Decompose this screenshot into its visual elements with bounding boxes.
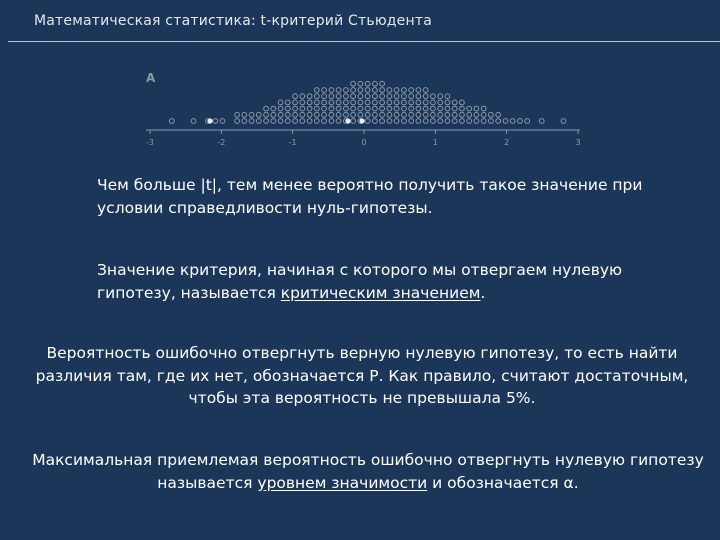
data-dot <box>409 106 414 111</box>
data-dot <box>445 112 450 117</box>
data-dot <box>460 106 465 111</box>
data-dot <box>314 88 319 93</box>
data-dot <box>329 94 334 99</box>
data-dot <box>278 119 283 124</box>
data-dot <box>409 88 414 93</box>
data-dot <box>220 119 225 124</box>
data-dot <box>431 119 436 124</box>
data-dot <box>416 119 421 124</box>
x-axis-ticks <box>146 130 581 147</box>
x-axis-tick-label: 3 <box>575 138 581 147</box>
data-dot <box>365 119 370 124</box>
data-dot <box>322 88 327 93</box>
data-dot <box>467 119 472 124</box>
data-dot <box>300 112 305 117</box>
data-dot <box>329 88 334 93</box>
data-dot <box>380 119 385 124</box>
data-dot <box>452 119 457 124</box>
paragraph-probability-p: Вероятность ошибочно отвергнуть верную нулевую гипотезу, то есть найти различия там, где их нет, обозначается Р. Как правило, считают достаточным, чтобы эта вероятность не превышала 5%. <box>35 344 689 407</box>
data-dot <box>285 112 290 117</box>
data-dot <box>431 100 436 105</box>
data-dot <box>387 94 392 99</box>
data-dot <box>496 119 501 124</box>
data-dot <box>380 94 385 99</box>
critical-value-end: . <box>480 283 486 302</box>
data-dot <box>373 81 378 86</box>
data-dot <box>539 119 544 124</box>
data-dot <box>285 106 290 111</box>
critical-value-text: Значение критерия, начиная с которого мы отвергаем нулевую гипотезу, называется <box>97 261 623 302</box>
paragraph-significance-level <box>30 449 706 494</box>
data-dot <box>351 119 356 124</box>
data-dot <box>351 88 356 93</box>
data-dot <box>445 100 450 105</box>
data-dot <box>329 112 334 117</box>
data-dot <box>409 100 414 105</box>
data-dot <box>314 100 319 105</box>
data-dot <box>373 88 378 93</box>
dot-group <box>169 81 565 123</box>
data-dot <box>213 119 218 124</box>
data-dot <box>416 106 421 111</box>
paragraph-critical-value <box>97 259 657 304</box>
data-dot <box>351 106 356 111</box>
x-axis-tick-label: 1 <box>432 138 438 147</box>
data-dot <box>329 106 334 111</box>
data-dot <box>489 112 494 117</box>
x-axis-tick-label: 0 <box>361 138 367 147</box>
data-dot <box>293 112 298 117</box>
data-dot <box>373 94 378 99</box>
data-dot <box>365 81 370 86</box>
x-axis-tick-label: -3 <box>146 138 154 147</box>
data-dot <box>271 106 276 111</box>
data-dot <box>387 119 392 124</box>
data-dot <box>358 112 363 117</box>
data-dot <box>235 112 240 117</box>
data-dot <box>264 119 269 124</box>
data-dot <box>235 119 240 124</box>
data-dot <box>394 112 399 117</box>
data-dot <box>423 119 428 124</box>
data-dot <box>474 106 479 111</box>
data-dot <box>351 81 356 86</box>
data-dot <box>496 112 501 117</box>
data-dot <box>322 94 327 99</box>
data-dot <box>474 112 479 117</box>
data-dot <box>336 100 341 105</box>
data-dot <box>438 106 443 111</box>
data-dot <box>445 119 450 124</box>
data-dot <box>278 112 283 117</box>
data-dot <box>271 119 276 124</box>
data-dot <box>336 88 341 93</box>
data-dot <box>503 119 508 124</box>
x-axis-tick-label: 2 <box>504 138 510 147</box>
data-dot <box>518 119 523 124</box>
data-dot <box>373 106 378 111</box>
data-dot <box>264 106 269 111</box>
data-dot <box>460 112 465 117</box>
dot-distribution-plot <box>0 0 720 170</box>
significance-term: уровнем значимости <box>257 473 428 492</box>
data-dot <box>300 94 305 99</box>
data-dot <box>481 112 486 117</box>
data-dot <box>307 94 312 99</box>
data-dot <box>322 119 327 124</box>
data-dot <box>402 88 407 93</box>
data-dot <box>314 119 319 124</box>
data-dot <box>431 94 436 99</box>
x-axis-tick-label: -1 <box>288 138 297 147</box>
data-dot <box>249 119 254 124</box>
significance-end: и обозначается α. <box>427 473 579 492</box>
data-dot <box>300 119 305 124</box>
data-dot <box>300 106 305 111</box>
data-dot <box>358 94 363 99</box>
data-dot <box>380 106 385 111</box>
data-dot <box>344 106 349 111</box>
data-dot <box>293 106 298 111</box>
data-dot <box>387 88 392 93</box>
data-dot <box>423 88 428 93</box>
data-dot <box>431 112 436 117</box>
data-dot <box>423 112 428 117</box>
data-dot <box>278 100 283 105</box>
data-dot <box>402 112 407 117</box>
data-dot <box>271 112 276 117</box>
data-dot <box>322 112 327 117</box>
highlighted-dot <box>345 118 350 123</box>
data-dot <box>344 100 349 105</box>
data-dot <box>373 119 378 124</box>
data-dot <box>358 88 363 93</box>
data-dot <box>402 106 407 111</box>
data-dot <box>438 94 443 99</box>
data-dot <box>365 88 370 93</box>
data-dot <box>344 94 349 99</box>
data-dot <box>445 94 450 99</box>
significance-text: Максимальная приемлемая вероятность ошибочно отвергнуть нулевую гипотезу называется <box>32 451 704 492</box>
data-dot <box>314 106 319 111</box>
data-dot <box>264 112 269 117</box>
data-dot <box>373 100 378 105</box>
data-dot <box>452 106 457 111</box>
data-dot <box>365 100 370 105</box>
data-dot <box>314 112 319 117</box>
data-dot <box>416 100 421 105</box>
data-dot <box>423 106 428 111</box>
data-dot <box>242 119 247 124</box>
paragraph-t-magnitude: Чем больше |t|, тем менее вероятно получить такое значение при условии справедливости нуль-гипотезы. <box>97 176 643 217</box>
data-dot <box>191 119 196 124</box>
data-dot <box>394 119 399 124</box>
data-dot <box>438 100 443 105</box>
data-dot <box>336 119 341 124</box>
data-dot <box>365 94 370 99</box>
data-dot <box>423 94 428 99</box>
data-dot <box>278 106 283 111</box>
data-dot <box>358 106 363 111</box>
data-dot <box>351 94 356 99</box>
data-dot <box>373 112 378 117</box>
data-dot <box>394 106 399 111</box>
data-dot <box>293 94 298 99</box>
data-dot <box>431 106 436 111</box>
data-dot <box>344 88 349 93</box>
data-dot <box>307 112 312 117</box>
data-dot <box>256 112 261 117</box>
data-dot <box>452 100 457 105</box>
data-dot <box>293 119 298 124</box>
data-dot <box>467 112 472 117</box>
data-dot <box>322 100 327 105</box>
data-dot <box>285 100 290 105</box>
data-dot <box>402 119 407 124</box>
data-dot <box>452 112 457 117</box>
data-dot <box>409 112 414 117</box>
data-dot <box>249 112 254 117</box>
data-dot <box>445 106 450 111</box>
data-dot <box>474 119 479 124</box>
data-dot <box>380 112 385 117</box>
data-dot <box>387 100 392 105</box>
x-axis-tick-label: -2 <box>217 138 226 147</box>
panel-label: A <box>146 71 156 85</box>
highlighted-dot <box>359 118 364 123</box>
data-dot <box>285 119 290 124</box>
data-dot <box>416 88 421 93</box>
data-dot <box>314 94 319 99</box>
data-dot <box>438 112 443 117</box>
data-dot <box>351 100 356 105</box>
highlighted-dot <box>207 118 212 123</box>
data-dot <box>169 119 174 124</box>
data-dot <box>293 100 298 105</box>
data-dot <box>561 119 566 124</box>
data-dot <box>329 100 334 105</box>
data-dot <box>423 100 428 105</box>
data-dot <box>336 112 341 117</box>
data-dot <box>380 100 385 105</box>
data-dot <box>394 94 399 99</box>
data-dot <box>307 106 312 111</box>
data-dot <box>525 119 530 124</box>
data-dot <box>402 100 407 105</box>
data-dot <box>481 119 486 124</box>
data-dot <box>365 112 370 117</box>
data-dot <box>409 119 414 124</box>
data-dot <box>510 119 515 124</box>
data-dot <box>380 81 385 86</box>
data-dot <box>467 106 472 111</box>
data-dot <box>438 119 443 124</box>
data-dot <box>394 100 399 105</box>
data-dot <box>351 112 356 117</box>
critical-value-term: критическим значением <box>280 283 481 302</box>
data-dot <box>336 106 341 111</box>
data-dot <box>394 88 399 93</box>
data-dot <box>307 119 312 124</box>
data-dot <box>489 119 494 124</box>
data-dot <box>358 81 363 86</box>
slide-title: Математическая статистика: t-критерий Стьюдента <box>34 13 432 29</box>
data-dot <box>380 88 385 93</box>
data-dot <box>481 106 486 111</box>
data-dot <box>336 94 341 99</box>
data-dot <box>416 94 421 99</box>
data-dot <box>387 106 392 111</box>
data-dot <box>416 112 421 117</box>
data-dot <box>365 106 370 111</box>
data-dot <box>242 112 247 117</box>
data-dot <box>402 94 407 99</box>
data-dot <box>344 112 349 117</box>
data-dot <box>322 106 327 111</box>
data-dot <box>387 112 392 117</box>
data-dot <box>256 119 261 124</box>
data-dot <box>329 119 334 124</box>
data-dot <box>409 94 414 99</box>
data-dot <box>358 100 363 105</box>
data-dot <box>460 100 465 105</box>
data-dot <box>307 100 312 105</box>
data-dot <box>460 119 465 124</box>
data-dot <box>300 100 305 105</box>
